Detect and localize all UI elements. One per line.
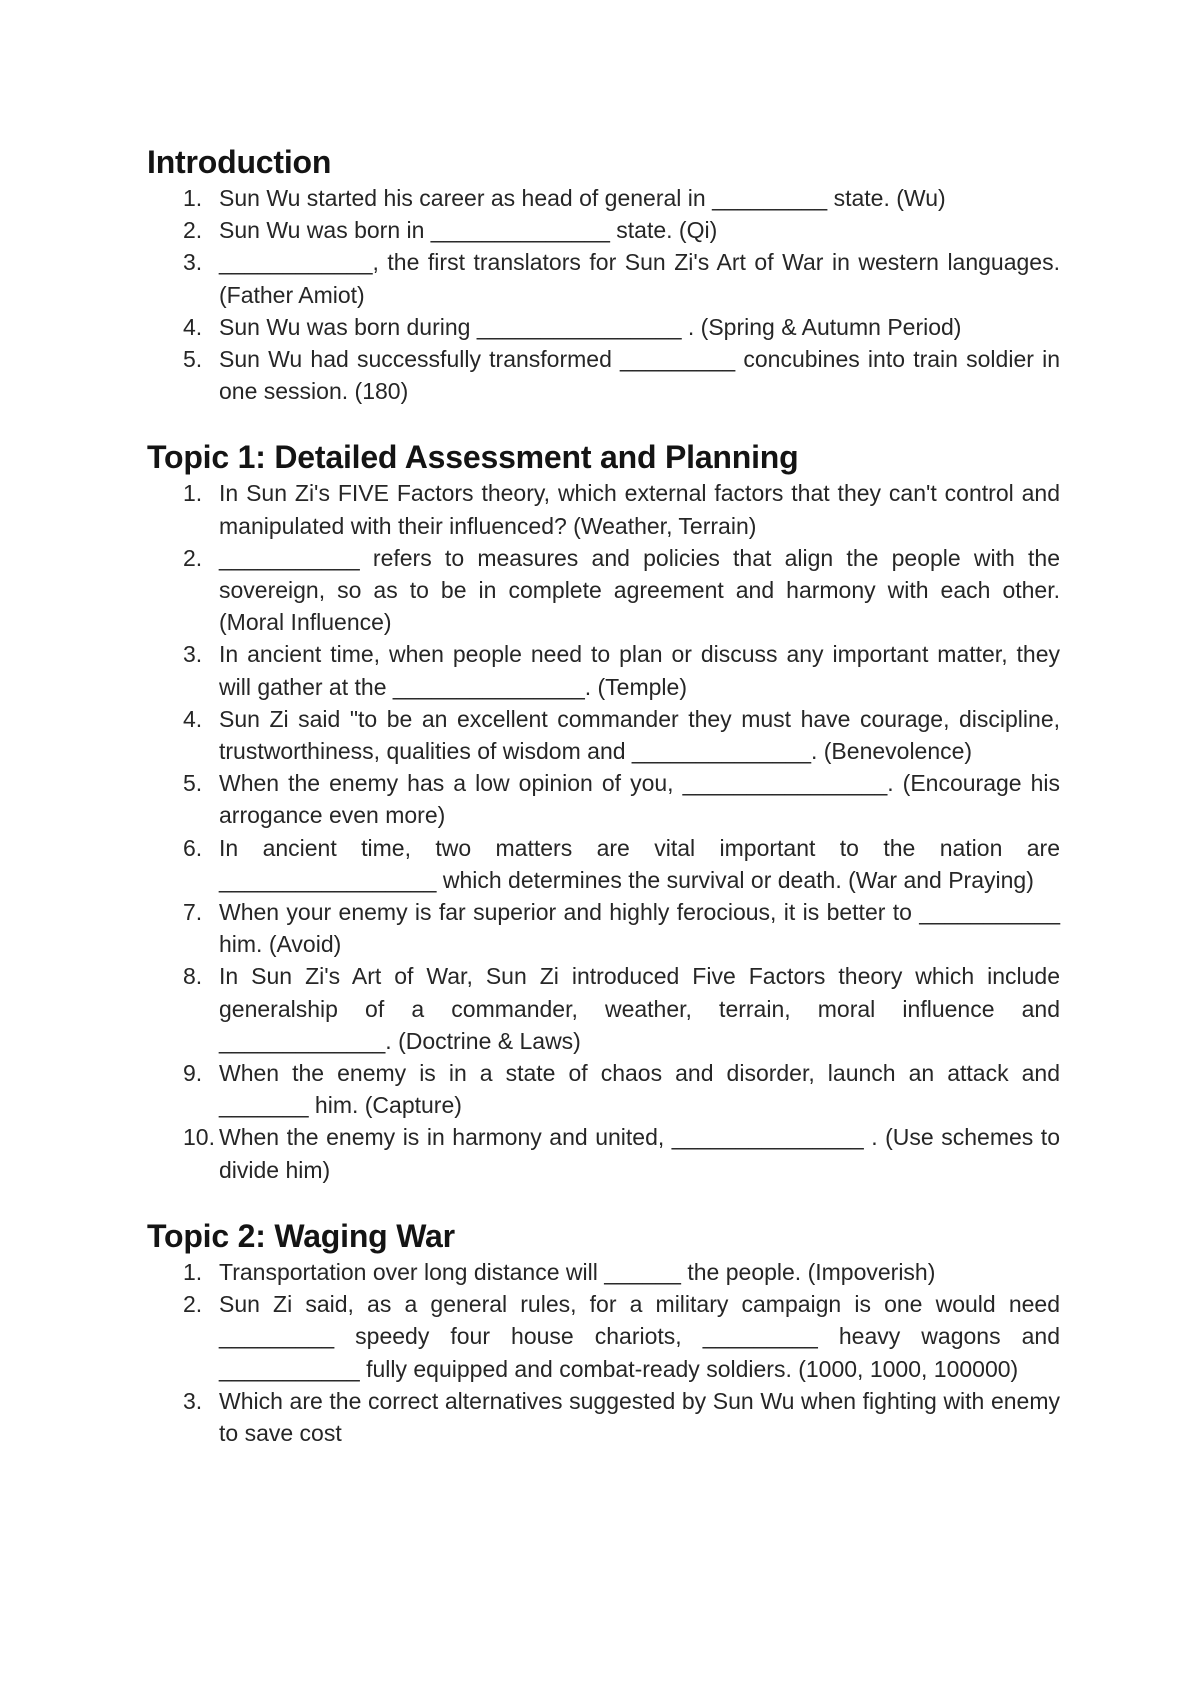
question-number: 1. [183,480,203,507]
section-topic-2-waging-war [147,1216,1060,1449]
question-number: 3. [183,249,203,276]
section-title: Topic 1: Detailed Assessment and Planning [147,439,799,476]
question-text: Sun Wu was born in ______________ state. (Qi) [219,217,718,244]
question-number: 4. [183,313,203,340]
question-item [147,960,1060,1057]
question-item [147,832,1060,896]
question-number: 3. [183,641,203,668]
question-text: Sun Wu had successfully transformed _________ concubines into train soldier in one session. (180) [219,346,1060,405]
question-item [147,214,1060,246]
question-text: Sun Zi said, as a general rules, for a military campaign is one would need _________ speedy four house chariots, _________ heavy wagons and ___________ fully equipped and combat-ready soldiers. (1000, 1000, 100000) [219,1291,1060,1382]
question-text: When your enemy is far superior and highly ferocious, it is better to ___________ him. (Avoid) [219,899,1060,958]
question-number: 7. [183,899,203,926]
question-item [147,182,1060,214]
question-text: ____________, the first translators for Sun Zi's Art of War in western languages. (Father Amiot) [219,249,1060,308]
question-number: 2. [183,544,203,571]
question-text: ___________ refers to measures and policies that align the people with the sovereign, so as to be in complete agreement and harmony with each other. (Moral Influence) [219,544,1060,636]
question-item [147,638,1060,702]
question-item [147,1385,1060,1449]
question-number: 5. [183,770,203,797]
question-item [147,767,1060,831]
question-list [147,182,1060,407]
question-item [147,703,1060,767]
question-text: In Sun Zi's FIVE Factors theory, which external factors that they can't control and manipulated with their influenced? (Weather, Terrain) [219,480,1060,539]
question-text: When the enemy is in a state of chaos and disorder, launch an attack and _______ him. (Capture) [219,1060,1060,1119]
question-number: 10. [183,1124,215,1151]
question-number: 4. [183,705,203,732]
question-text: When the enemy has a low opinion of you, ________________. (Encourage his arrogance even more) [219,770,1060,829]
question-text: Transportation over long distance will ______ the people. (Impoverish) [219,1258,936,1285]
question-item [147,1288,1060,1385]
question-text: Which are the correct alternatives suggested by Sun Wu when fighting with enemy to save cost [219,1387,1060,1446]
document-body [147,142,1060,1449]
question-text: In ancient time, two matters are vital important to the nation are _________________ which determines the survival or death. (War and Praying) [219,834,1060,893]
question-text: In ancient time, when people need to plan or discuss any important matter, they will gather at the _______________. (Temple) [219,641,1060,700]
question-text: In Sun Zi's Art of War, Sun Zi introduced Five Factors theory which include generalship of a commander, weather, terrain, moral influence and _____________. (Doctrine & Laws) [219,963,1060,1054]
question-item [147,477,1060,541]
question-number: 3. [183,1387,203,1414]
section-title: Topic 2: Waging War [147,1217,455,1254]
question-text: Sun Zi said "to be an excellent commander they must have courage, discipline, trustworthiness, qualities of wisdom and ______________. (Benevolence) [219,705,1060,765]
question-number: 5. [183,346,203,373]
question-item [147,343,1060,407]
question-item [147,311,1060,343]
question-number: 1. [183,185,203,211]
question-number: 1. [183,1258,203,1285]
question-item [147,1256,1060,1288]
question-text: Sun Wu started his career as head of general in _________ state. (Wu) [219,185,946,211]
question-text: When the enemy is in harmony and united, _______________ . (Use schemes to divide him) [219,1124,1060,1183]
question-text: Sun Wu was born during ________________ . (Spring & Autumn Period) [219,313,962,340]
section-introduction [147,142,1060,407]
section-topic-1-detailed-assessment-and-planning [147,437,1060,1185]
section-title: Introduction [147,144,332,180]
question-list [147,1256,1060,1449]
question-number: 8. [183,963,203,990]
question-item [147,896,1060,960]
question-item [147,542,1060,639]
question-number: 6. [183,834,203,861]
question-item [147,246,1060,310]
question-item [147,1121,1060,1185]
question-number: 2. [183,1291,203,1318]
question-list [147,477,1060,1185]
question-item [147,1057,1060,1121]
question-number: 9. [183,1060,203,1087]
question-number: 2. [183,217,203,244]
